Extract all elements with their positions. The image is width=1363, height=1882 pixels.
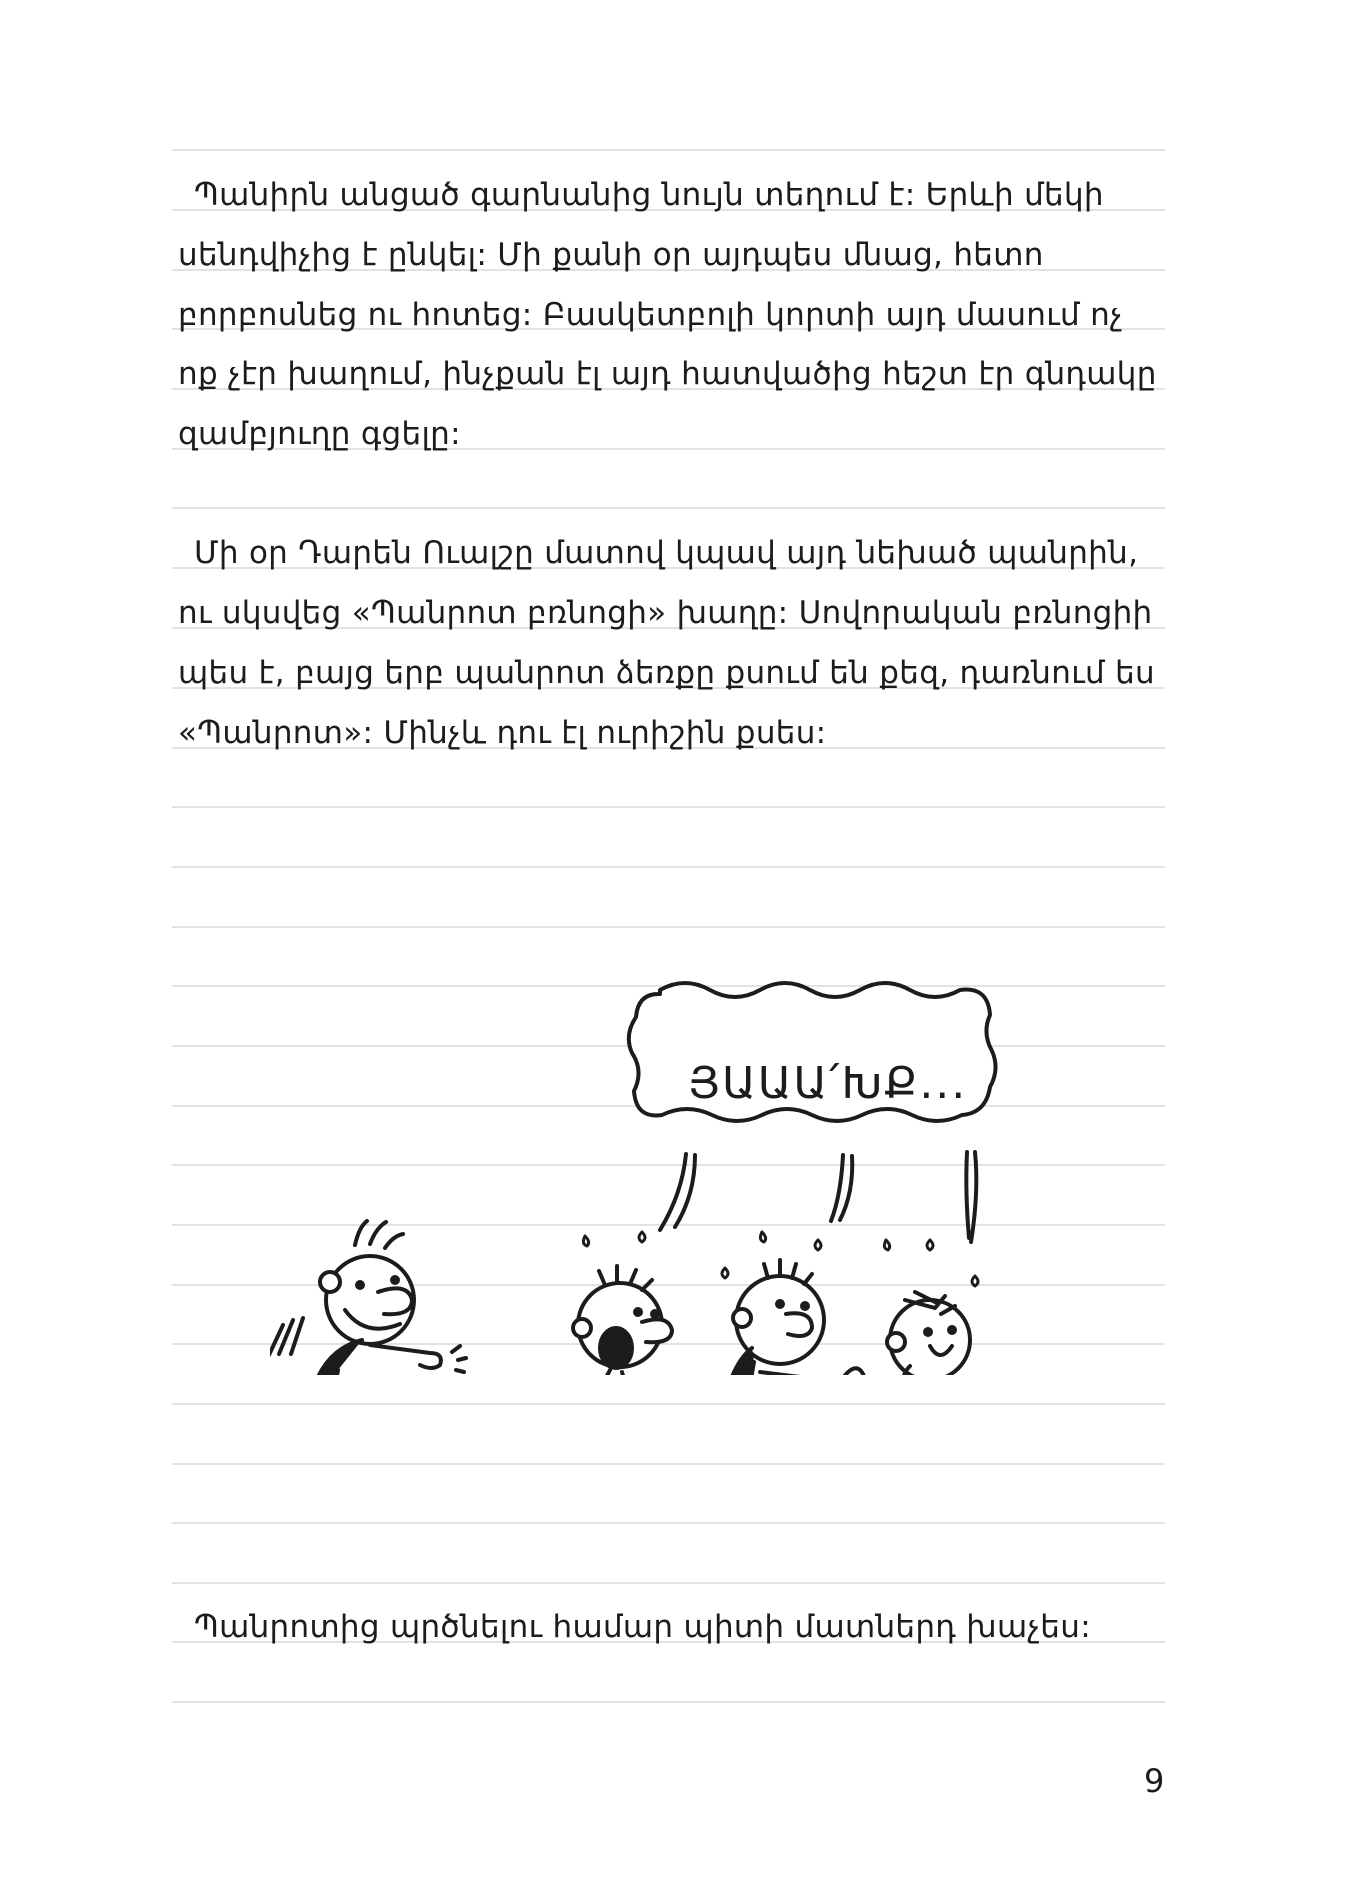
rule-line xyxy=(172,1582,1165,1584)
rule-line xyxy=(172,866,1165,868)
kid-figure-icon xyxy=(712,1260,865,1375)
text-line: սենդվիչից է ընկել: Մի քանի օր այդպես մնաց, հետո xyxy=(178,237,1044,273)
rule-line xyxy=(172,1701,1165,1703)
text-line: զամբյուղը գցելը: xyxy=(178,416,461,452)
text-line: Մի օր Դարեն Ուալշը մատով կպավ այդ նեխած պանրին, xyxy=(194,535,1139,571)
rule-line xyxy=(172,1522,1165,1524)
page-number: 9 xyxy=(1144,1762,1165,1800)
rule-line xyxy=(172,806,1165,808)
text-line: «Պանրոտ»: Մինչև դու էլ ուրիշին քսես: xyxy=(178,715,827,751)
text-line: ոք չէր խաղում, ինչքան էլ այդ հատվածից հեշտ էր գնդակը xyxy=(178,356,1157,392)
text-line: բորբոսնեց ու հոտեց: Բասկետբոլի կորտի այդ մասում ոչ xyxy=(178,297,1123,333)
speech-bubble-icon xyxy=(629,983,996,1242)
rule-line xyxy=(172,1463,1165,1465)
closing-text-line: Պանրոտից պրծնելու համար պիտի մատներդ խաչես: xyxy=(194,1609,1091,1645)
rule-line xyxy=(172,1403,1165,1405)
text-line: պես է, բայց երբ պանրոտ ձեռքը քսում են քեզ, դառնում ես xyxy=(178,655,1155,691)
speech-bubble-text: ՅԱԱԱ՛ԽՔ... xyxy=(688,1058,968,1109)
rule-line xyxy=(172,507,1165,509)
text-line: Պանիրն անցած գարնանից նույն տեղում է: Երևի մեկի xyxy=(194,177,1104,213)
kid-figure-icon xyxy=(270,1221,466,1375)
text-line: ու սկսվեց «Պանրոտ բռնոցի» խաղը: Սովորական բռնոցիի xyxy=(178,595,1153,631)
cartoon-illustration xyxy=(270,975,1010,1375)
rule-line xyxy=(172,149,1165,151)
kid-figure-icon xyxy=(880,1292,1003,1375)
rule-line xyxy=(172,926,1165,928)
kid-figure-icon xyxy=(500,1266,715,1375)
